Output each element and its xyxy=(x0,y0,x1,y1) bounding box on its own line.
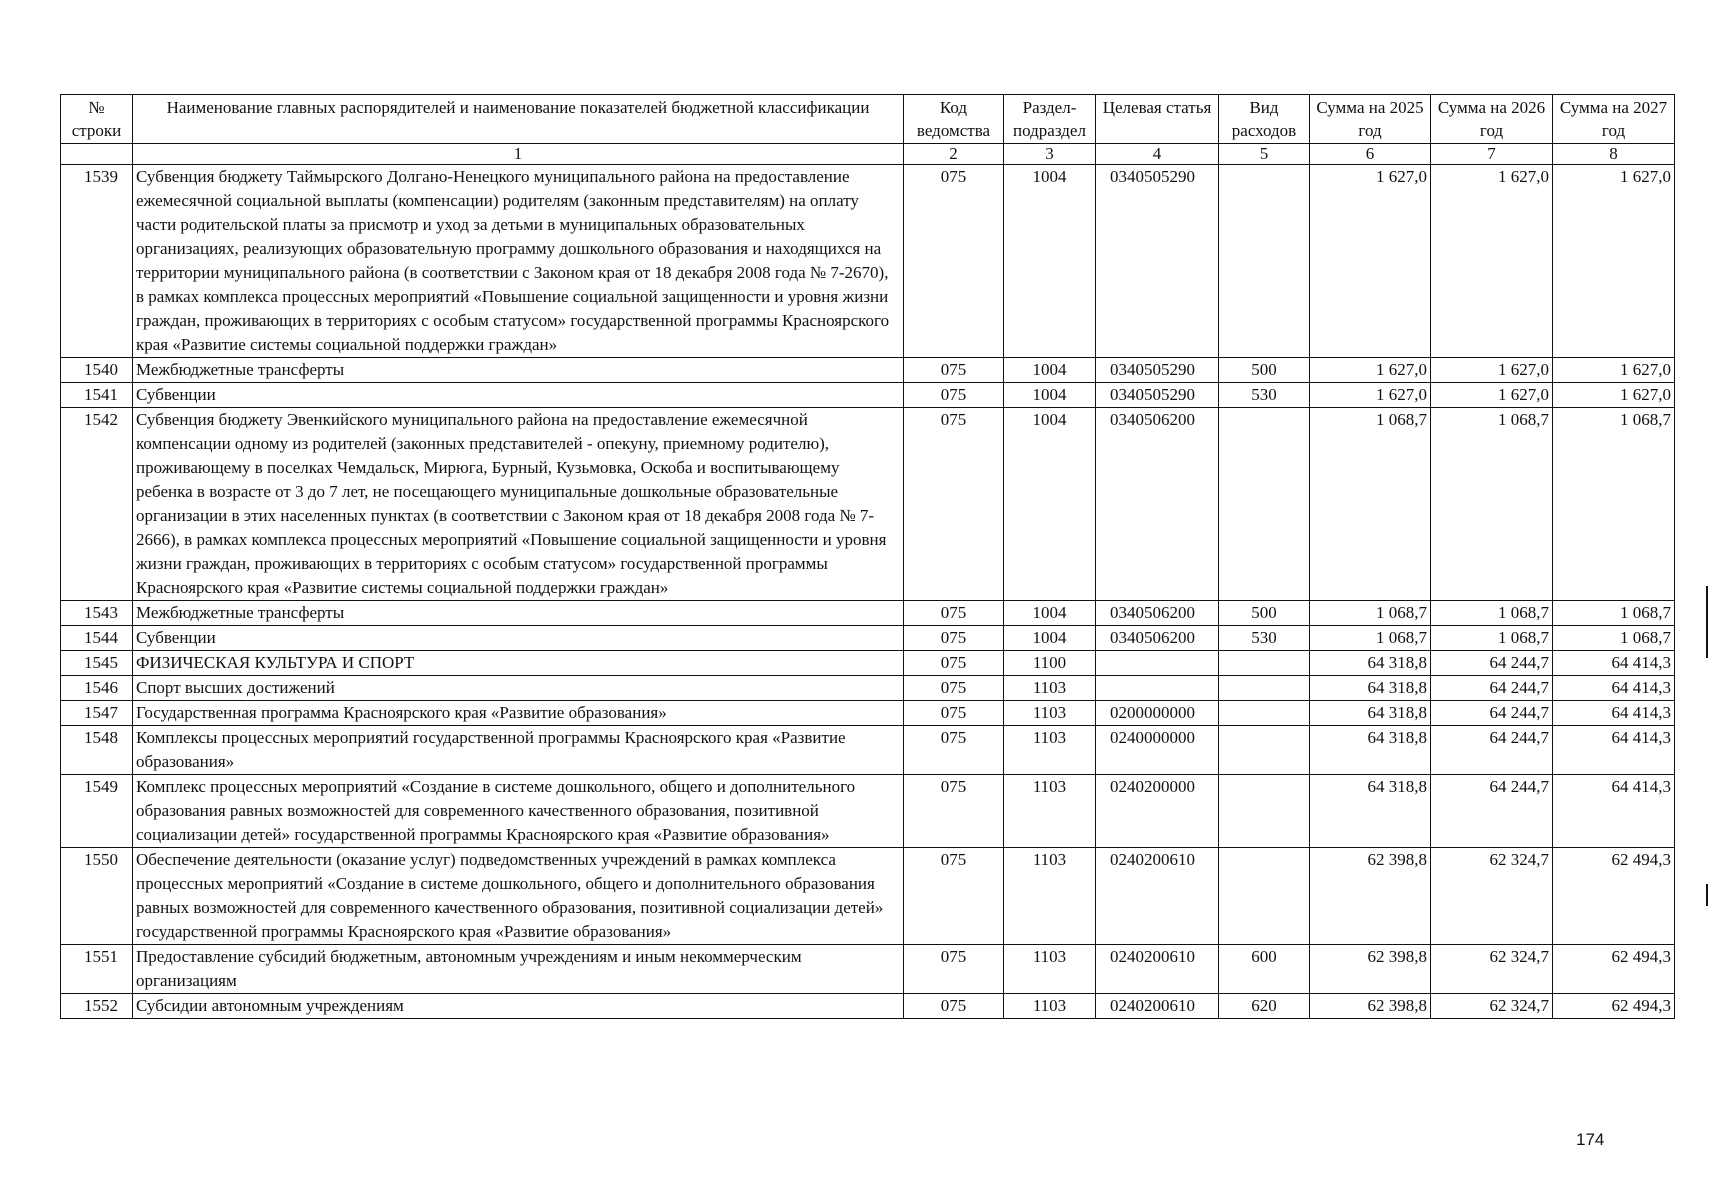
row-name-cell: Предоставление субсидий бюджетным, автономным учреждениям и иным некоммерческим организациям xyxy=(133,945,904,994)
section-cell: 1004 xyxy=(1004,626,1096,651)
section-cell: 1004 xyxy=(1004,408,1096,601)
section-cell: 1004 xyxy=(1004,601,1096,626)
row-number-cell: 1546 xyxy=(61,676,133,701)
row-name-cell: Комплексы процессных мероприятий государственной программы Красноярского края «Развитие образования» xyxy=(133,726,904,775)
dept-code-cell: 075 xyxy=(904,358,1004,383)
sum-2025-cell: 64 318,8 xyxy=(1310,775,1431,848)
row-number-cell: 1547 xyxy=(61,701,133,726)
target-article-cell: 0200000000 xyxy=(1096,701,1219,726)
sum-2027-cell: 62 494,3 xyxy=(1553,945,1675,994)
dept-code-cell: 075 xyxy=(904,601,1004,626)
row-number-cell: 1550 xyxy=(61,848,133,945)
sum-2026-cell: 64 244,7 xyxy=(1431,651,1553,676)
header-name: Наименование главных распорядителей и наименование показателей бюджетной классификации xyxy=(133,95,904,144)
row-name-cell: Спорт высших достижений xyxy=(133,676,904,701)
header-sum-2026: Сумма на 2026 год xyxy=(1431,95,1553,144)
header-sum-2027: Сумма на 2027 год xyxy=(1553,95,1675,144)
section-cell: 1103 xyxy=(1004,848,1096,945)
budget-table xyxy=(60,94,1675,1019)
dept-code-cell: 075 xyxy=(904,994,1004,1019)
sum-2025-cell: 1 068,7 xyxy=(1310,626,1431,651)
table-row xyxy=(61,651,1675,676)
target-article-cell: 0240000000 xyxy=(1096,726,1219,775)
row-name-cell: Субсидии автономным учреждениям xyxy=(133,994,904,1019)
sum-2027-cell: 64 414,3 xyxy=(1553,676,1675,701)
expense-type-cell xyxy=(1219,775,1310,848)
sum-2026-cell: 1 627,0 xyxy=(1431,358,1553,383)
sum-2025-cell: 62 398,8 xyxy=(1310,945,1431,994)
dept-code-cell: 075 xyxy=(904,945,1004,994)
sum-2026-cell: 1 068,7 xyxy=(1431,408,1553,601)
table-row xyxy=(61,626,1675,651)
sum-2027-cell: 1 627,0 xyxy=(1553,358,1675,383)
sum-2027-cell: 64 414,3 xyxy=(1553,701,1675,726)
sum-2026-cell: 1 068,7 xyxy=(1431,601,1553,626)
row-number-cell: 1543 xyxy=(61,601,133,626)
column-number-row xyxy=(61,144,1675,165)
sum-2025-cell: 1 068,7 xyxy=(1310,601,1431,626)
table-row xyxy=(61,358,1675,383)
dept-code-cell: 075 xyxy=(904,775,1004,848)
section-cell: 1103 xyxy=(1004,945,1096,994)
target-article-cell: 0340505290 xyxy=(1096,383,1219,408)
row-name-cell: Межбюджетные трансферты xyxy=(133,601,904,626)
sum-2026-cell: 1 627,0 xyxy=(1431,383,1553,408)
row-name-cell: Субвенция бюджету Таймырского Долгано-Ненецкого муниципального района на предоставление ежемесячной социальной выплаты (компенсации) родителям (законным представителям) на оплату части родительской платы за присмотр и уход за детьми в муниципальных образовательных организациях, реализующих образовательную программу дошкольного образования и находящихся на территории муниципального района (в соответствии с Законом края от 18 декабря 2008 года № 7-2670), в рамках комплекса процессных мероприятий «Повышение социальной защищенности и уровня жизни граждан, проживающих в территориях с особым статусом» государственной программы Красноярского края «Развитие системы социальной поддержки граждан» xyxy=(133,165,904,358)
dept-code-cell: 075 xyxy=(904,848,1004,945)
expense-type-cell: 500 xyxy=(1219,601,1310,626)
expense-type-cell: 500 xyxy=(1219,358,1310,383)
dept-code-cell: 075 xyxy=(904,626,1004,651)
section-cell: 1103 xyxy=(1004,775,1096,848)
sum-2027-cell: 64 414,3 xyxy=(1553,775,1675,848)
sum-2025-cell: 1 627,0 xyxy=(1310,165,1431,358)
target-article-cell xyxy=(1096,651,1219,676)
column-number: 5 xyxy=(1219,144,1310,165)
target-article-cell: 0340505290 xyxy=(1096,358,1219,383)
row-number-cell: 1542 xyxy=(61,408,133,601)
sum-2025-cell: 1 068,7 xyxy=(1310,408,1431,601)
row-number-cell: 1544 xyxy=(61,626,133,651)
row-number-cell: 1539 xyxy=(61,165,133,358)
section-cell: 1004 xyxy=(1004,383,1096,408)
sum-2027-cell: 64 414,3 xyxy=(1553,651,1675,676)
sum-2025-cell: 64 318,8 xyxy=(1310,676,1431,701)
sum-2027-cell: 62 494,3 xyxy=(1553,994,1675,1019)
table-row xyxy=(61,676,1675,701)
row-number-cell: 1540 xyxy=(61,358,133,383)
column-number: 3 xyxy=(1004,144,1096,165)
expense-type-cell xyxy=(1219,848,1310,945)
expense-type-cell: 600 xyxy=(1219,945,1310,994)
table-row xyxy=(61,165,1675,358)
target-article-cell: 0340506200 xyxy=(1096,626,1219,651)
sum-2025-cell: 62 398,8 xyxy=(1310,848,1431,945)
target-article-cell: 0340506200 xyxy=(1096,408,1219,601)
header-row-no: № строки xyxy=(61,95,133,144)
sum-2026-cell: 62 324,7 xyxy=(1431,848,1553,945)
sum-2026-cell: 64 244,7 xyxy=(1431,701,1553,726)
table-row xyxy=(61,775,1675,848)
sum-2027-cell: 64 414,3 xyxy=(1553,726,1675,775)
dept-code-cell: 075 xyxy=(904,676,1004,701)
row-name-cell: Субвенции xyxy=(133,383,904,408)
sum-2026-cell: 64 244,7 xyxy=(1431,775,1553,848)
dept-code-cell: 075 xyxy=(904,651,1004,676)
row-name-cell: Субвенции xyxy=(133,626,904,651)
dept-code-cell: 075 xyxy=(904,701,1004,726)
section-cell: 1100 xyxy=(1004,651,1096,676)
sum-2026-cell: 1 068,7 xyxy=(1431,626,1553,651)
row-name-cell: Государственная программа Красноярского края «Развитие образования» xyxy=(133,701,904,726)
expense-type-cell xyxy=(1219,651,1310,676)
sum-2027-cell: 1 627,0 xyxy=(1553,383,1675,408)
page-number: 174 xyxy=(1576,1130,1605,1149)
expense-type-cell: 620 xyxy=(1219,994,1310,1019)
column-number: 6 xyxy=(1310,144,1431,165)
target-article-cell: 0240200610 xyxy=(1096,945,1219,994)
target-article-cell: 0240200000 xyxy=(1096,775,1219,848)
section-cell: 1004 xyxy=(1004,358,1096,383)
header-target: Целевая статья xyxy=(1096,95,1219,144)
row-name-cell: ФИЗИЧЕСКАЯ КУЛЬТУРА И СПОРТ xyxy=(133,651,904,676)
header-expense-type: Вид расходов xyxy=(1219,95,1310,144)
table-row xyxy=(61,945,1675,994)
header-section: Раздел-подраздел xyxy=(1004,95,1096,144)
target-article-cell xyxy=(1096,676,1219,701)
table-row xyxy=(61,408,1675,601)
column-number: 2 xyxy=(904,144,1004,165)
expense-type-cell: 530 xyxy=(1219,626,1310,651)
sum-2027-cell: 1 068,7 xyxy=(1553,408,1675,601)
header-sum-2025: Сумма на 2025 год xyxy=(1310,95,1431,144)
sum-2026-cell: 62 324,7 xyxy=(1431,945,1553,994)
row-name-cell: Обеспечение деятельности (оказание услуг) подведомственных учреждений в рамках комплекса процессных мероприятий «Создание в системе дошкольного, общего и дополнительного образования равных возможностей для современного качественного образования, позитивной социализации детей» государственной программы Красноярского края «Развитие образования» xyxy=(133,848,904,945)
column-number: 1 xyxy=(133,144,904,165)
sum-2027-cell: 1 068,7 xyxy=(1553,626,1675,651)
table-row xyxy=(61,383,1675,408)
row-number-cell: 1545 xyxy=(61,651,133,676)
table-row xyxy=(61,601,1675,626)
table-row xyxy=(61,726,1675,775)
sum-2026-cell: 64 244,7 xyxy=(1431,726,1553,775)
section-cell: 1103 xyxy=(1004,701,1096,726)
row-name-cell: Межбюджетные трансферты xyxy=(133,358,904,383)
dept-code-cell: 075 xyxy=(904,383,1004,408)
scan-edge-mark xyxy=(1706,884,1708,906)
sum-2027-cell: 1 068,7 xyxy=(1553,601,1675,626)
sum-2025-cell: 1 627,0 xyxy=(1310,358,1431,383)
target-article-cell: 0340506200 xyxy=(1096,601,1219,626)
row-name-cell: Субвенция бюджету Эвенкийского муниципального района на предоставление ежемесячной компенсации одному из родителей (законных представителей - опекуну, приемному родителю), проживающему в поселках Чемдальск, Мирюга, Бурный, Кузьмовка, Оскоба и воспитывающему ребенка в возрасте от 3 до 7 лет, не посещающего муниципальные дошкольные образовательные организации в этих населенных пунктах (в соответствии с Законом края от 18 декабря 2008 года № 7-2666), в рамках комплекса процессных мероприятий «Повышение социальной защищенности и уровня жизни граждан, проживающих в территориях с особым статусом» государственной программы Красноярского края «Развитие системы социальной поддержки граждан» xyxy=(133,408,904,601)
row-number-cell: 1551 xyxy=(61,945,133,994)
dept-code-cell: 075 xyxy=(904,165,1004,358)
column-number: 7 xyxy=(1431,144,1553,165)
expense-type-cell xyxy=(1219,676,1310,701)
section-cell: 1103 xyxy=(1004,726,1096,775)
sum-2026-cell: 64 244,7 xyxy=(1431,676,1553,701)
sum-2025-cell: 62 398,8 xyxy=(1310,994,1431,1019)
column-number: 8 xyxy=(1553,144,1675,165)
target-article-cell: 0240200610 xyxy=(1096,848,1219,945)
expense-type-cell xyxy=(1219,701,1310,726)
expense-type-cell xyxy=(1219,726,1310,775)
target-article-cell: 0340505290 xyxy=(1096,165,1219,358)
section-cell: 1103 xyxy=(1004,676,1096,701)
expense-type-cell xyxy=(1219,165,1310,358)
row-name-cell: Комплекс процессных мероприятий «Создание в системе дошкольного, общего и дополнительного образования равных возможностей для современного качественного образования, позитивной социализации детей» государственной программы Красноярского края «Развитие образования» xyxy=(133,775,904,848)
sum-2027-cell: 1 627,0 xyxy=(1553,165,1675,358)
table-row xyxy=(61,994,1675,1019)
row-number-cell: 1548 xyxy=(61,726,133,775)
scan-edge-mark xyxy=(1706,586,1708,658)
table-row xyxy=(61,848,1675,945)
section-cell: 1004 xyxy=(1004,165,1096,358)
header-dept-code: Код ведомства xyxy=(904,95,1004,144)
column-number-blank xyxy=(61,144,133,165)
sum-2027-cell: 62 494,3 xyxy=(1553,848,1675,945)
expense-type-cell: 530 xyxy=(1219,383,1310,408)
column-number: 4 xyxy=(1096,144,1219,165)
target-article-cell: 0240200610 xyxy=(1096,994,1219,1019)
sum-2025-cell: 64 318,8 xyxy=(1310,701,1431,726)
row-number-cell: 1549 xyxy=(61,775,133,848)
sum-2025-cell: 64 318,8 xyxy=(1310,726,1431,775)
sum-2025-cell: 1 627,0 xyxy=(1310,383,1431,408)
row-number-cell: 1541 xyxy=(61,383,133,408)
sum-2025-cell: 64 318,8 xyxy=(1310,651,1431,676)
dept-code-cell: 075 xyxy=(904,726,1004,775)
expense-type-cell xyxy=(1219,408,1310,601)
table-row xyxy=(61,701,1675,726)
sum-2026-cell: 62 324,7 xyxy=(1431,994,1553,1019)
row-number-cell: 1552 xyxy=(61,994,133,1019)
dept-code-cell: 075 xyxy=(904,408,1004,601)
sum-2026-cell: 1 627,0 xyxy=(1431,165,1553,358)
section-cell: 1103 xyxy=(1004,994,1096,1019)
table-header-row xyxy=(61,95,1675,144)
